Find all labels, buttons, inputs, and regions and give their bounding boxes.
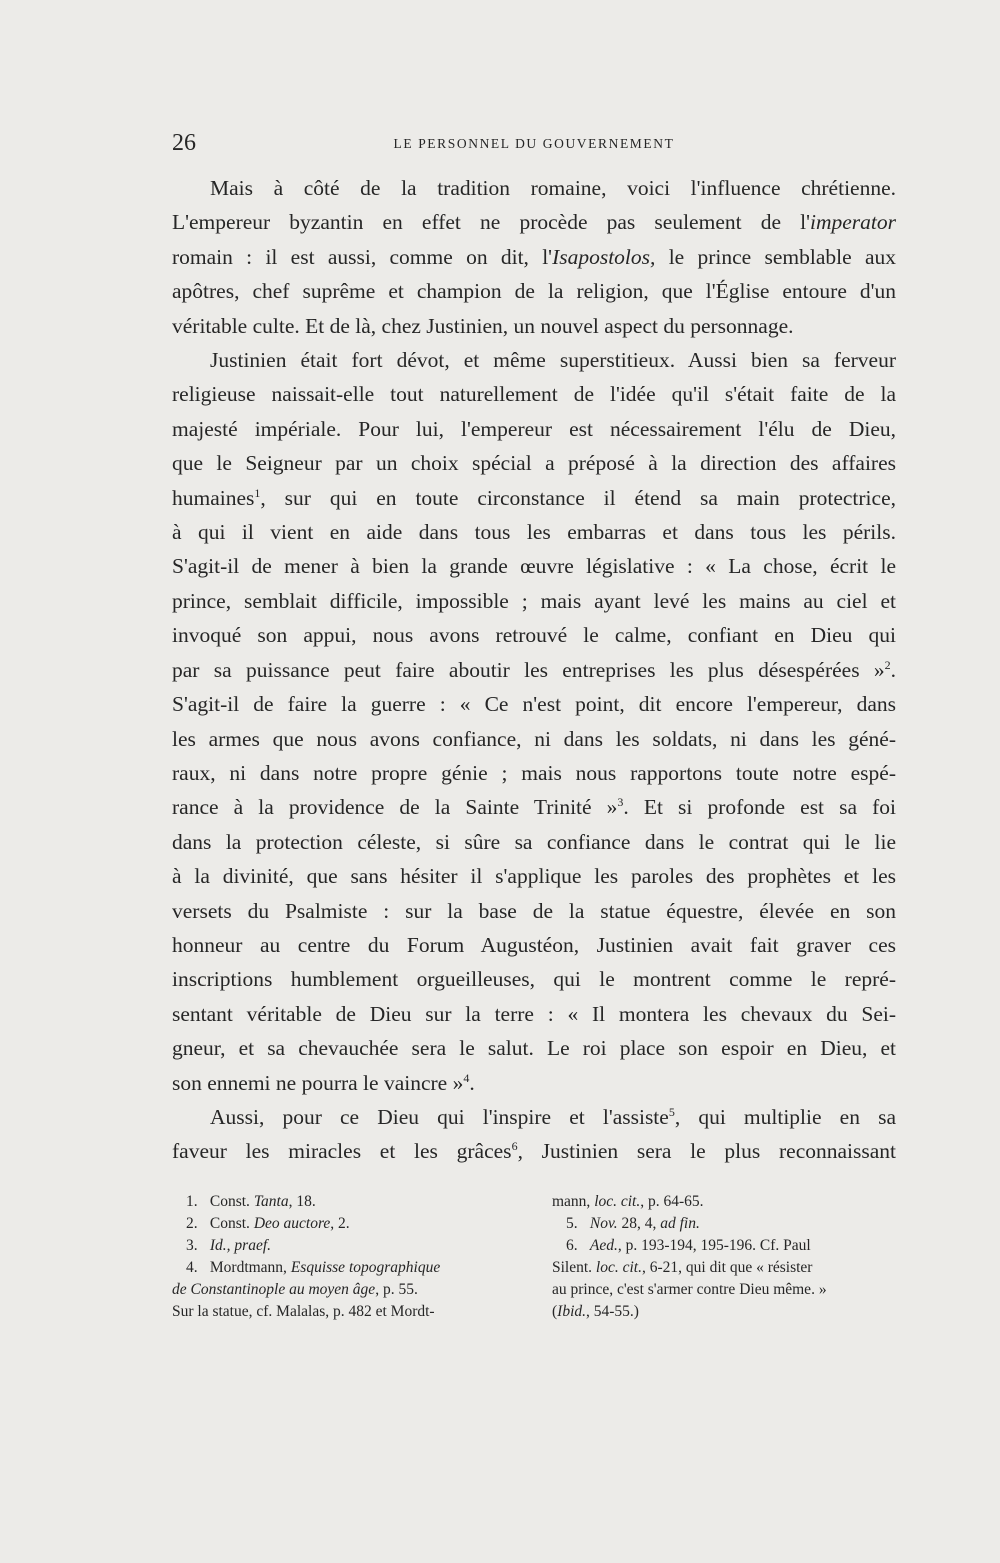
text-line: romain : il est aussi, comme on dit, l'Isapostolos, le prince semblable aux — [172, 244, 896, 269]
text-line: par sa puissance peut faire aboutir les entreprises les plus désespérées »$^2$. — [172, 657, 896, 682]
text-line: versets du Psalmiste : sur la base de la statue équestre, élevée en son — [172, 898, 896, 923]
text-line: S'agit-il de mener à bien la grande œuvre législative : « La chose, écrit le — [172, 554, 896, 579]
paragraph-1 — [172, 171, 896, 343]
footnote-4-cont: de Constantinople au moyen âge, p. 55. — [172, 1281, 418, 1298]
text-line: L'empereur byzantin en effet ne procède pas seulement de l'imperator — [172, 210, 896, 235]
footnote-ref: 6 — [511, 1139, 518, 1154]
text-line: Aussi, pour ce Dieu qui l'inspire et l'assiste$^5$, qui multiplie en sa — [210, 1104, 896, 1129]
footnotes-right-column — [552, 1191, 896, 1323]
text-line: Justinien était fort dévot, et même superstitieux. Aussi bien sa ferveur — [210, 348, 896, 373]
footnote-6: 6. Aed., p. 193-194, 195-196. Cf. Paul — [566, 1237, 811, 1254]
text-line: prince, semblait difficile, impossible ; mais ayant levé les mains au ciel et — [172, 588, 896, 613]
text-line: sentant véritable de Dieu sur la terre : « Il montera les chevaux du Sei- — [172, 1001, 896, 1026]
text-line: gneur, et sa chevauchée sera le salut. Le roi place son espoir en Dieu, et — [172, 1036, 896, 1061]
text-line: à qui il vient en aide dans tous les embarras et dans tous les périls. — [172, 520, 896, 545]
text-line: Mais à côté de la tradition romaine, voici l'influence chrétienne. — [210, 176, 896, 200]
text-line: humaines$^1$, sur qui en toute circonstance il étend sa main protectrice, — [172, 485, 896, 510]
text-line: faveur les miracles et les grâces$^6$, Justinien sera le plus reconnaissant — [172, 1139, 896, 1164]
text-line: invoqué son appui, nous avons retrouvé le calme, confiant en Dieu qui — [172, 623, 896, 648]
footnote-6-cont: au prince, c'est s'armer contre Dieu même. » — [552, 1281, 827, 1298]
text-line: inscriptions humblement orgueilleuses, qui le montrent comme le repré- — [172, 967, 896, 992]
footnote-4-cont: mann, loc. cit., p. 64-65. — [552, 1193, 704, 1210]
footnote-ref: 3 — [617, 795, 624, 810]
page-number: 26 — [172, 130, 196, 156]
text-line: dans la protection céleste, si sûre sa confiance dans le contrat qui le lie — [172, 829, 896, 854]
text-line: apôtres, chef suprême et champion de la religion, que l'Église entoure d'un — [172, 279, 896, 304]
footnote-4-cont: Sur la statue, cf. Malalas, p. 482 et Mordt- — [172, 1303, 435, 1320]
footnote-ref: 2 — [884, 657, 891, 672]
text-line: véritable culte. Et de là, chez Justinien, un nouvel aspect du personnage. — [172, 313, 794, 338]
text-line: honneur au centre du Forum Augustéon, Justinien avait fait graver ces — [172, 932, 896, 957]
paragraph-2 — [172, 343, 896, 1100]
footnote-ref: 4 — [463, 1070, 470, 1085]
text-line: à la divinité, que sans hésiter il s'applique les paroles des prophètes et les — [172, 864, 896, 889]
footnote-3: 3. Id., praef. — [186, 1237, 272, 1254]
text-line: les armes que nous avons confiance, ni dans les soldats, ni dans les géné- — [172, 726, 896, 751]
footnote-4: 4. Mordtmann, Esquisse topographique — [186, 1259, 441, 1276]
text-line: rance à la providence de la Sainte Trinité »$^3$. Et si profonde est sa foi — [172, 795, 896, 820]
text-line: son ennemi ne pourra le vaincre »$^4$. — [172, 1070, 475, 1095]
footnotes-left-column — [172, 1191, 514, 1323]
footnote-5: 5. Nov. 28, 4, ad fin. — [566, 1215, 700, 1232]
footnote-ref: 1 — [254, 485, 261, 500]
footnote-ref: 5 — [668, 1104, 675, 1119]
page-header — [172, 130, 896, 160]
footnote-2: 2. Const. Deo auctore, 2. — [186, 1215, 350, 1232]
text-line: raux, ni dans notre propre génie ; mais nous rapportons toute notre espé- — [172, 760, 896, 785]
footnote-1: 1. Const. Tanta, 18. — [186, 1193, 316, 1210]
text-line: S'agit-il de faire la guerre : « Ce n'est point, dit encore l'empereur, dans — [172, 692, 896, 717]
footnote-6-cont: (Ibid., 54-55.) — [552, 1303, 639, 1320]
paragraph-3 — [172, 1100, 896, 1169]
text-line: majesté impériale. Pour lui, l'empereur est nécessairement l'élu de Dieu, — [172, 416, 896, 441]
text-line: religieuse naissait-elle tout naturellement de l'idée qu'il s'était faite de la — [172, 382, 896, 407]
footnote-6-cont: Silent. loc. cit., 6-21, qui dit que « résister — [552, 1259, 813, 1276]
running-title: LE PERSONNEL DU GOUVERNEMENT — [393, 136, 675, 151]
text-line: que le Seigneur par un choix spécial a préposé à la direction des affaires — [172, 451, 896, 476]
body-text — [172, 171, 896, 1169]
